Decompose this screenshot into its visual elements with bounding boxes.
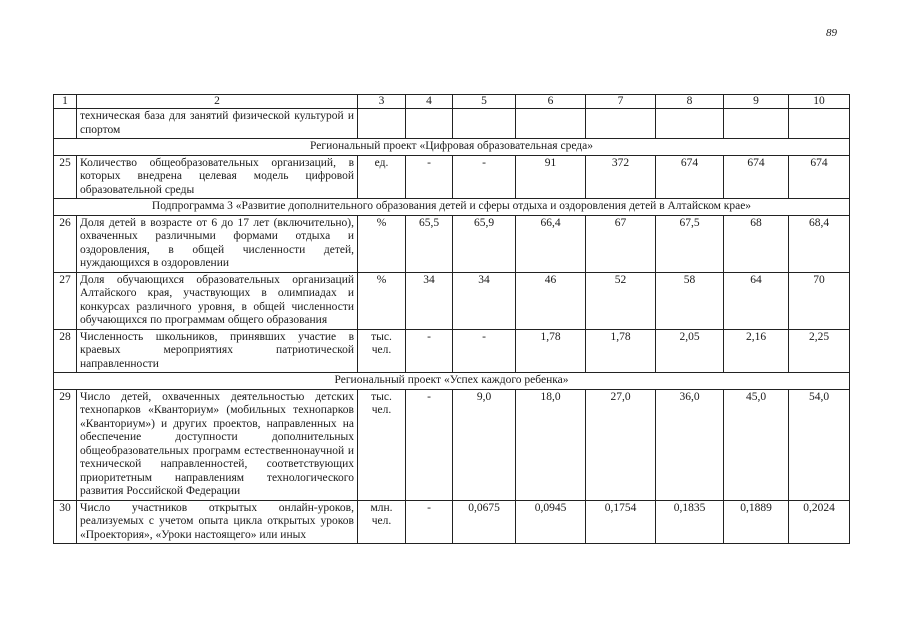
value-cell: 68,4	[789, 215, 850, 272]
section-row	[54, 199, 850, 216]
header-row	[54, 95, 850, 109]
indicator-name: Число участников открытых онлайн-уроков, реализуемых с учетом опыта цикла открытых уроков «Проектория», «Уроки настоящего» или иных	[77, 500, 358, 544]
header-cell: 7	[586, 95, 656, 109]
header-cell: 1	[54, 95, 77, 109]
header-cell: 5	[453, 95, 516, 109]
value-cell: 52	[586, 272, 656, 329]
table-row	[54, 272, 850, 329]
value-cell: 2,05	[656, 329, 724, 373]
page-number: 89	[826, 27, 837, 39]
unit-cell: ед.	[358, 155, 406, 199]
section-row	[54, 139, 850, 156]
value-cell: 0,0945	[516, 500, 586, 544]
indicator-name: Доля обучающихся образовательных организаций Алтайского края, участвующих в олимпиадах и конкурсах различного уровня, в общей численности обучающихся по программам общего образования	[77, 272, 358, 329]
unit-cell	[358, 109, 406, 139]
table-row	[54, 389, 850, 500]
value-cell: 67,5	[656, 215, 724, 272]
value-cell: 70	[789, 272, 850, 329]
indicator-name: Количество общеобразовательных организаций, в которых внедрена целевая модель цифровой образовательной среды	[77, 155, 358, 199]
value-cell: 36,0	[656, 389, 724, 500]
value-cell: -	[406, 155, 453, 199]
value-cell: 64	[724, 272, 789, 329]
value-cell: 372	[586, 155, 656, 199]
row-number: 27	[54, 272, 77, 329]
indicator-name: техническая база для занятий физической культурой и спортом	[77, 109, 358, 139]
value-cell: -	[406, 329, 453, 373]
value-cell: 1,78	[586, 329, 656, 373]
value-cell: -	[406, 389, 453, 500]
value-cell: 9,0	[453, 389, 516, 500]
value-cell	[656, 109, 724, 139]
value-cell: 67	[586, 215, 656, 272]
header-cell: 6	[516, 95, 586, 109]
value-cell: 65,5	[406, 215, 453, 272]
header-cell: 9	[724, 95, 789, 109]
table-row	[54, 215, 850, 272]
row-number	[54, 109, 77, 139]
unit-cell: млн. чел.	[358, 500, 406, 544]
value-cell: 91	[516, 155, 586, 199]
value-cell: 68	[724, 215, 789, 272]
value-cell: 0,2024	[789, 500, 850, 544]
value-cell: 34	[406, 272, 453, 329]
value-cell: 674	[789, 155, 850, 199]
value-cell: 1,78	[516, 329, 586, 373]
value-cell: 65,9	[453, 215, 516, 272]
value-cell: -	[453, 329, 516, 373]
value-cell: -	[406, 500, 453, 544]
value-cell: 674	[724, 155, 789, 199]
header-cell: 2	[77, 95, 358, 109]
value-cell: -	[453, 155, 516, 199]
value-cell	[453, 109, 516, 139]
value-cell	[724, 109, 789, 139]
unit-cell: %	[358, 272, 406, 329]
section-title: Региональный проект «Успех каждого ребенка»	[54, 373, 850, 390]
value-cell: 66,4	[516, 215, 586, 272]
value-cell: 46	[516, 272, 586, 329]
value-cell: 34	[453, 272, 516, 329]
value-cell: 0,1889	[724, 500, 789, 544]
header-cell: 8	[656, 95, 724, 109]
table-row	[54, 109, 850, 139]
value-cell: 54,0	[789, 389, 850, 500]
row-number: 25	[54, 155, 77, 199]
indicator-table	[53, 94, 850, 544]
value-cell: 27,0	[586, 389, 656, 500]
header-cell: 3	[358, 95, 406, 109]
value-cell: 2,16	[724, 329, 789, 373]
section-title: Подпрограмма 3 «Развитие дополнительного образования детей и сферы отдыха и оздоровления детей в Алтайском крае»	[54, 199, 850, 216]
value-cell: 0,0675	[453, 500, 516, 544]
header-cell: 10	[789, 95, 850, 109]
value-cell: 0,1835	[656, 500, 724, 544]
row-number: 29	[54, 389, 77, 500]
value-cell: 674	[656, 155, 724, 199]
unit-cell: тыс. чел.	[358, 389, 406, 500]
indicator-name: Численность школьников, принявших участие в краевых мероприятиях патриотической направленности	[77, 329, 358, 373]
row-number: 30	[54, 500, 77, 544]
indicator-name: Число детей, охваченных деятельностью детских технопарков «Кванториум» (мобильных технопарков «Кванториум») и других проектов, направленных на обеспечение доступности дополнительных общеобразовательных программ естественнонаучной и технической направленностей, соответствующих приоритетным направлениям технологического развития Российской Федерации	[77, 389, 358, 500]
table-row	[54, 155, 850, 199]
table-row	[54, 329, 850, 373]
row-number: 26	[54, 215, 77, 272]
table-row	[54, 500, 850, 544]
value-cell	[516, 109, 586, 139]
unit-cell: тыс. чел.	[358, 329, 406, 373]
unit-cell: %	[358, 215, 406, 272]
value-cell: 18,0	[516, 389, 586, 500]
section-title: Региональный проект «Цифровая образовательная среда»	[54, 139, 850, 156]
value-cell: 45,0	[724, 389, 789, 500]
indicator-name: Доля детей в возрасте от 6 до 17 лет (включительно), охваченных различными формами отдыха и оздоровления, в общей численности детей, нуждающихся в оздоровлении	[77, 215, 358, 272]
section-row	[54, 373, 850, 390]
row-number: 28	[54, 329, 77, 373]
value-cell	[789, 109, 850, 139]
value-cell	[586, 109, 656, 139]
value-cell: 2,25	[789, 329, 850, 373]
value-cell: 0,1754	[586, 500, 656, 544]
header-cell: 4	[406, 95, 453, 109]
value-cell: 58	[656, 272, 724, 329]
value-cell	[406, 109, 453, 139]
